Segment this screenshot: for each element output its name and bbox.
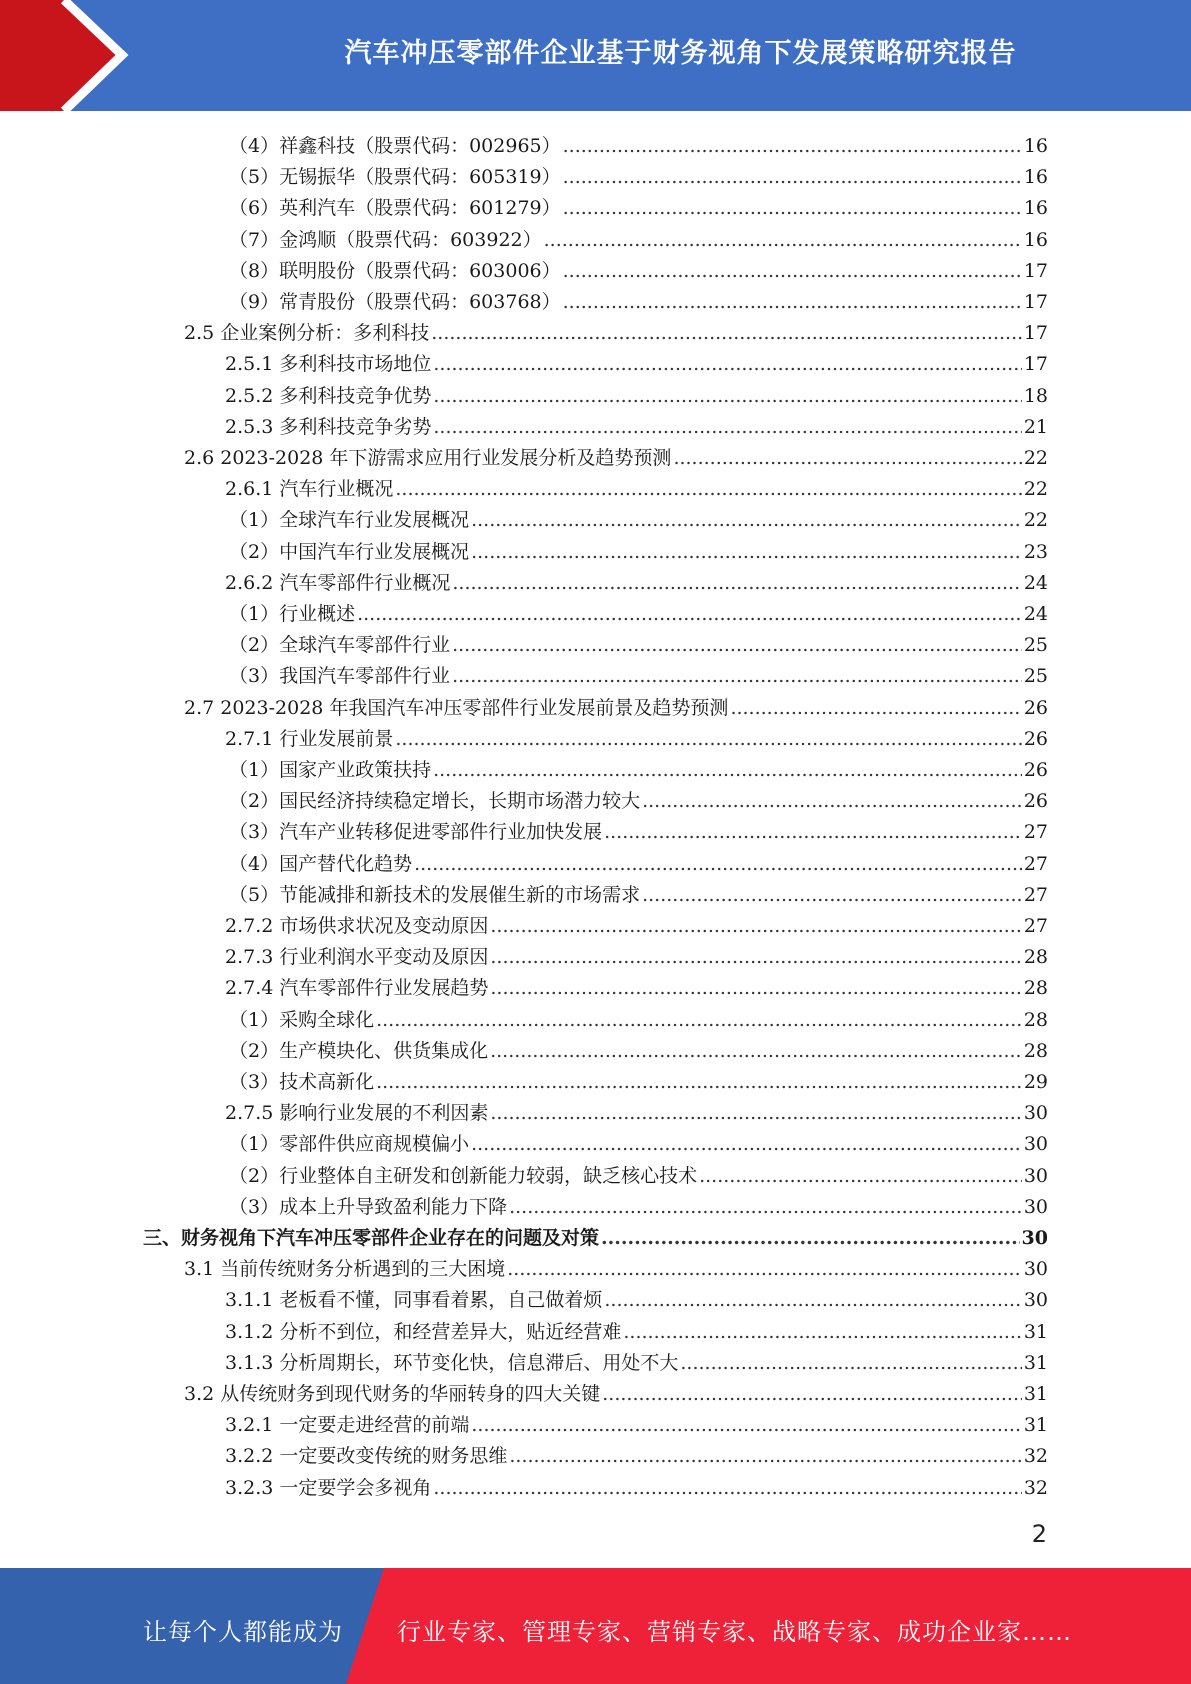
toc-dot-leader <box>602 1382 1022 1406</box>
toc-entry-page: 28 <box>1023 977 1048 1000</box>
toc-entry-title: （2）国民经济持续稳定增长，长期市场潜力较大 <box>229 790 641 813</box>
toc-dot-leader <box>452 633 1022 657</box>
toc-entry[interactable] <box>229 252 1048 283</box>
toc-entry-title: 3.2.2 一定要改变传统的财务思维 <box>225 1445 508 1468</box>
toc-entry[interactable] <box>225 1344 1048 1375</box>
toc-dot-leader <box>730 696 1021 720</box>
toc-entry[interactable] <box>229 1125 1048 1156</box>
toc-dot-leader <box>601 1226 1020 1250</box>
toc-entry[interactable] <box>229 1188 1048 1219</box>
toc-entry-title: 3.2.3 一定要学会多视角 <box>225 1476 432 1499</box>
toc-dot-leader <box>544 228 1022 252</box>
toc-entry-page: 26 <box>1023 759 1048 781</box>
toc-entry[interactable] <box>184 314 1048 345</box>
toc-dot-leader <box>623 1320 1021 1344</box>
header-arrow-decoration <box>0 0 150 111</box>
toc-entry-title: （2）行业整体自主研发和创新能力较弱，缺乏核心技术 <box>229 1164 698 1187</box>
toc-entry-page: 26 <box>1023 790 1048 813</box>
toc-entry[interactable] <box>229 158 1048 189</box>
toc-dot-leader <box>452 664 1022 688</box>
toc-dot-leader <box>431 321 1022 345</box>
toc-entry-title: （1）国家产业政策扶持 <box>229 759 432 781</box>
toc-dot-leader <box>563 165 1022 189</box>
toc-dot-leader <box>433 758 1022 782</box>
toc-entry[interactable] <box>225 377 1048 408</box>
toc-entry-page: 17 <box>1023 291 1048 313</box>
toc-entry-title: 3.1.1 老板看不懂，同事看着累，自己做着烦 <box>225 1289 603 1312</box>
toc-entry-page: 28 <box>1023 1008 1048 1031</box>
toc-entry-title: （1）零部件供应商规模偏小 <box>229 1133 470 1156</box>
toc-entry-title: 2.7.4 汽车零部件行业发展趋势 <box>225 977 489 1000</box>
toc-entry-page: 27 <box>1023 915 1048 937</box>
toc-entry-page: 29 <box>1023 1071 1048 1093</box>
toc-dot-leader <box>604 1288 1021 1312</box>
toc-entry-page: 27 <box>1023 883 1048 906</box>
toc-entry-title: 2.6.1 汽车行业概况 <box>225 478 394 501</box>
toc-entry[interactable] <box>225 938 1048 969</box>
toc-dot-leader <box>471 508 1022 532</box>
toc-entry-title: 3.2 从传统财务到现代财务的华丽转身的四大关键 <box>184 1383 601 1405</box>
toc-entry-page: 30 <box>1023 1258 1048 1281</box>
toc-entry[interactable] <box>229 533 1048 564</box>
toc-entry[interactable] <box>229 1001 1048 1032</box>
toc-entry-page: 26 <box>1023 727 1048 750</box>
toc-entry-title: 3.2.1 一定要走进经营的前端 <box>225 1414 470 1437</box>
toc-entry-title: 2.7.1 行业发展前景 <box>225 727 394 750</box>
toc-entry-page: 30 <box>1023 1102 1048 1125</box>
toc-entry-page: 17 <box>1023 353 1048 376</box>
report-footer <box>0 1568 1191 1684</box>
toc-entry[interactable] <box>229 782 1048 813</box>
toc-entry[interactable] <box>229 501 1048 532</box>
toc-dot-leader <box>471 1132 1022 1156</box>
toc-dot-leader <box>673 446 1021 470</box>
report-title: 汽车冲压零部件企业基于财务视角下发展策略研究报告 <box>344 37 1017 69</box>
toc-dot-leader <box>490 945 1021 969</box>
toc-entry[interactable] <box>184 689 1048 720</box>
toc-entry-page: 18 <box>1023 384 1048 407</box>
toc-dot-leader <box>376 1070 1022 1094</box>
toc-entry[interactable] <box>225 408 1048 439</box>
toc-entry[interactable] <box>229 1032 1048 1063</box>
toc-entry-title: （5）节能减排和新技术的发展催生新的市场需求 <box>229 883 641 906</box>
toc-entry[interactable] <box>229 845 1048 876</box>
toc-entry-page: 32 <box>1023 1476 1048 1499</box>
toc-entry-page: 32 <box>1023 1445 1048 1468</box>
toc-entry[interactable] <box>225 470 1048 501</box>
toc-entry[interactable] <box>229 1063 1048 1094</box>
toc-entry[interactable] <box>184 1250 1048 1281</box>
toc-entry-page: 31 <box>1023 1414 1048 1437</box>
toc-entry-title: （9）常青股份（股票代码：603768） <box>229 291 561 313</box>
toc-dot-leader <box>490 914 1021 938</box>
toc-entry-page: 17 <box>1023 322 1048 345</box>
toc-dot-leader <box>433 415 1021 439</box>
toc-entry-page: 22 <box>1023 447 1048 469</box>
toc-entry-title: （2）全球汽车零部件行业 <box>229 634 451 657</box>
toc-entry-title: 2.5.1 多利科技市场地位 <box>225 353 432 376</box>
toc-entry[interactable] <box>229 813 1048 844</box>
toc-entry-page: 16 <box>1023 197 1048 220</box>
toc-entry-title: （3）成本上升导致盈利能力下降 <box>229 1195 508 1218</box>
toc-dot-leader <box>642 883 1022 907</box>
toc-entry[interactable] <box>225 1094 1048 1125</box>
toc-entry[interactable] <box>229 751 1048 782</box>
toc-entry-title: （8）联明股份（股票代码：603006） <box>229 259 561 282</box>
toc-entry[interactable] <box>225 1313 1048 1344</box>
toc-dot-leader <box>490 1101 1021 1125</box>
toc-entry[interactable] <box>225 1437 1048 1468</box>
toc-entry[interactable] <box>229 221 1048 252</box>
toc-dot-leader <box>563 196 1022 220</box>
toc-entry[interactable] <box>229 595 1048 626</box>
toc-dot-leader <box>452 571 1021 595</box>
toc-dot-leader <box>509 1195 1022 1219</box>
toc-entry-page: 26 <box>1023 696 1048 719</box>
report-header <box>0 0 1191 111</box>
toc-entry-page: 27 <box>1023 821 1048 844</box>
toc-entry[interactable] <box>225 1469 1048 1500</box>
toc-dot-leader <box>642 789 1022 813</box>
toc-entry-page: 24 <box>1023 603 1048 625</box>
toc-entry-page: 31 <box>1023 1351 1048 1374</box>
toc-entry-title: （3）技术高新化 <box>229 1071 375 1093</box>
toc-entry[interactable] <box>229 626 1048 657</box>
toc-entry[interactable] <box>184 1375 1048 1406</box>
toc-entry-title: 3.1.3 分析周期长，环节变化快，信息滞后、用处不大 <box>225 1351 679 1374</box>
toc-entry-title: 2.6.2 汽车零部件行业概况 <box>225 571 451 594</box>
toc-entry[interactable] <box>184 439 1048 470</box>
toc-entry-page: 16 <box>1023 135 1048 157</box>
toc-entry-title: （1）行业概述 <box>229 603 356 625</box>
toc-entry-title: （5）无锡振华（股票代码：605319） <box>229 166 561 189</box>
toc-entry-title: （3）汽车产业转移促进零部件行业加快发展 <box>229 821 603 844</box>
toc-entry-title: 3.1 当前传统财务分析遇到的三大困境 <box>184 1258 506 1281</box>
toc-dot-leader <box>604 820 1022 844</box>
footer-slogan-right: 行业专家、管理专家、营销专家、战略专家、成功企业家…… <box>397 1618 1072 1646</box>
toc-entry-page: 23 <box>1023 540 1048 563</box>
toc-entry-page: 16 <box>1023 166 1048 189</box>
toc-entry-title: 2.5 企业案例分析：多利科技 <box>184 322 430 345</box>
toc-entry-page: 30 <box>1023 1164 1048 1187</box>
toc-entry-title: （1）采购全球化 <box>229 1008 375 1031</box>
toc-entry[interactable] <box>225 969 1048 1000</box>
toc-entry-page: 22 <box>1023 478 1048 501</box>
toc-dot-leader <box>376 1008 1022 1032</box>
toc-dot-leader <box>433 352 1021 376</box>
toc-dot-leader <box>395 477 1021 501</box>
toc-entry-page: 28 <box>1023 946 1048 969</box>
toc-dot-leader <box>414 852 1022 876</box>
toc-entry-title: （4）国产替代化趋势 <box>229 852 413 875</box>
toc-dot-leader <box>395 727 1021 751</box>
toc-entry-page: 16 <box>1023 228 1048 251</box>
toc-entry-page: 25 <box>1023 634 1048 657</box>
toc-entry-title: （6）英利汽车（股票代码：601279） <box>229 197 561 220</box>
toc-entry-page: 31 <box>1023 1383 1048 1405</box>
toc-entry-page: 30 <box>1023 1133 1048 1156</box>
toc-entry-title: （1）全球汽车行业发展概况 <box>229 509 470 532</box>
toc-dot-leader <box>699 1164 1022 1188</box>
toc-entry-page: 31 <box>1023 1320 1048 1343</box>
toc-entry[interactable] <box>229 283 1048 314</box>
toc-dot-leader <box>433 1476 1021 1500</box>
toc-dot-leader <box>490 1039 1022 1063</box>
toc-entry-title: 3.1.2 分析不到位，和经营差异大，贴近经营难 <box>225 1320 622 1343</box>
toc-entry-title: （2）生产模块化、供货集成化 <box>229 1039 489 1062</box>
toc-entry-title: 三、财务视角下汽车冲压零部件企业存在的问题及对策 <box>143 1227 600 1249</box>
toc-entry-page: 22 <box>1023 509 1048 532</box>
toc-entry[interactable] <box>225 564 1048 595</box>
toc-entry[interactable] <box>229 657 1048 688</box>
toc-dot-leader <box>490 976 1021 1000</box>
toc-dot-leader <box>680 1351 1021 1375</box>
toc-entry[interactable] <box>229 189 1048 220</box>
toc-entry-title: 2.7.3 行业利润水平变动及原因 <box>225 946 489 969</box>
toc-entry-title: （7）金鸿顺（股票代码：603922） <box>229 228 542 251</box>
toc-entry-page: 17 <box>1023 259 1048 282</box>
toc-entry[interactable] <box>225 1281 1048 1312</box>
toc-entry-page: 30 <box>1023 1195 1048 1218</box>
toc-dot-leader <box>507 1257 1022 1281</box>
toc-entry[interactable] <box>229 127 1048 158</box>
toc-entry-title: 2.6 2023-2028 年下游需求应用行业发展分析及趋势预测 <box>184 447 672 469</box>
toc-entry[interactable] <box>225 1406 1048 1437</box>
toc-dot-leader <box>509 1444 1021 1468</box>
toc-entry[interactable] <box>225 345 1048 376</box>
toc-dot-leader <box>563 134 1022 158</box>
toc-entry-page: 30 <box>1023 1289 1048 1312</box>
toc-entry[interactable] <box>225 720 1048 751</box>
toc-entry[interactable] <box>229 876 1048 907</box>
page-number: 2 <box>1031 1520 1047 1548</box>
toc-entry-page: 28 <box>1023 1039 1048 1062</box>
toc-entry-page: 27 <box>1023 852 1048 875</box>
toc-entry-title: （3）我国汽车零部件行业 <box>229 665 451 688</box>
toc-entry-page: 25 <box>1023 665 1048 688</box>
toc-entry-title: （2）中国汽车行业发展概况 <box>229 540 470 563</box>
toc-dot-leader <box>471 1413 1021 1437</box>
toc-entry-title: 2.7.5 影响行业发展的不利因素 <box>225 1102 489 1125</box>
toc-entry-page: 30 <box>1021 1227 1048 1249</box>
toc-entry[interactable] <box>229 1157 1048 1188</box>
toc-entry[interactable] <box>143 1219 1048 1250</box>
toc-dot-leader <box>471 540 1022 564</box>
toc-entry-title: 2.5.3 多利科技竞争劣势 <box>225 415 432 438</box>
toc-dot-leader <box>433 384 1021 408</box>
toc-dot-leader <box>563 259 1022 283</box>
toc-entry[interactable] <box>225 907 1048 938</box>
toc-entry-title: 2.5.2 多利科技竞争优势 <box>225 384 432 407</box>
toc-dot-leader <box>563 290 1022 314</box>
toc-entry-page: 21 <box>1023 415 1048 438</box>
toc-entry-title: （4）祥鑫科技（股票代码：002965） <box>229 135 561 157</box>
footer-slogan-left: 让每个人都能成为 <box>143 1618 343 1646</box>
toc-entry-page: 24 <box>1023 571 1048 594</box>
toc-dot-leader <box>357 602 1022 626</box>
toc-entry-title: 2.7.2 市场供求状况及变动原因 <box>225 915 489 937</box>
toc-entry-title: 2.7 2023-2028 年我国汽车冲压零部件行业发展前景及趋势预测 <box>184 696 729 719</box>
